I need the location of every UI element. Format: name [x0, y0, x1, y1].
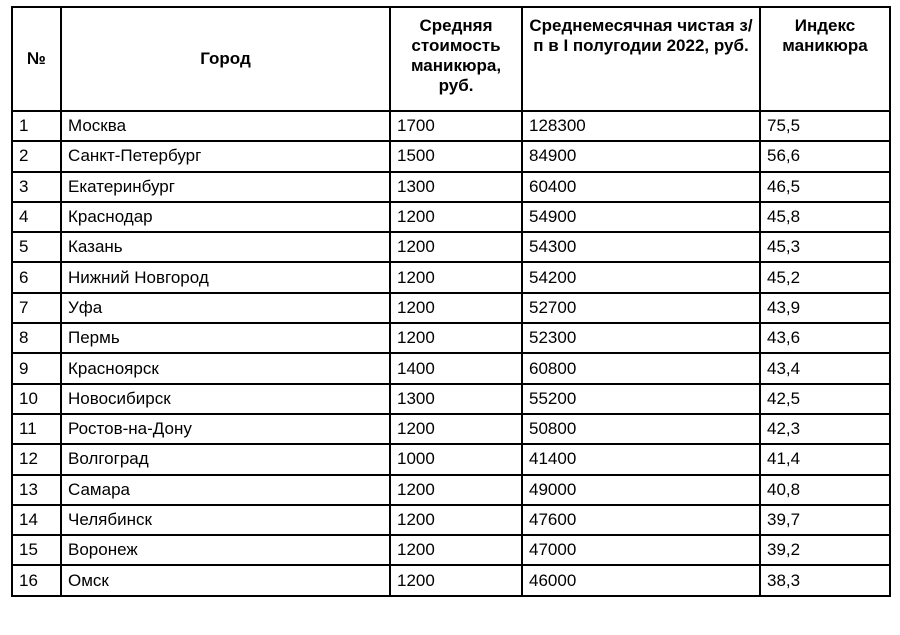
cell-manicure-index: 45,8: [760, 202, 890, 232]
cell-manicure-price: 1200: [390, 505, 522, 535]
table-row: [12, 111, 890, 141]
table-row: [12, 414, 890, 444]
cell-city: Самара: [61, 475, 390, 505]
cell-net-salary: 54200: [522, 262, 760, 292]
cell-number: 14: [12, 505, 61, 535]
cell-manicure-price: 1000: [390, 444, 522, 474]
cell-manicure-index: 42,5: [760, 384, 890, 414]
table-row: [12, 505, 890, 535]
table-row: [12, 475, 890, 505]
cell-manicure-price: 1300: [390, 172, 522, 202]
cell-manicure-index: 40,8: [760, 475, 890, 505]
cell-city: Воронеж: [61, 535, 390, 565]
cell-net-salary: 52300: [522, 323, 760, 353]
cell-net-salary: 54300: [522, 232, 760, 262]
cell-city: Челябинск: [61, 505, 390, 535]
cell-manicure-index: 56,6: [760, 141, 890, 171]
cell-net-salary: 49000: [522, 475, 760, 505]
cell-manicure-price: 1400: [390, 353, 522, 383]
header-avg-manicure-price: Средняя стоимость маникюра, руб.: [390, 7, 522, 111]
cell-manicure-index: 45,2: [760, 262, 890, 292]
cell-net-salary: 84900: [522, 141, 760, 171]
cell-city: Краснодар: [61, 202, 390, 232]
cell-manicure-price: 1200: [390, 202, 522, 232]
header-number: №: [12, 7, 61, 111]
cell-number: 2: [12, 141, 61, 171]
header-city: Город: [61, 7, 390, 111]
cell-number: 10: [12, 384, 61, 414]
cell-manicure-price: 1200: [390, 293, 522, 323]
cell-number: 9: [12, 353, 61, 383]
manicure-index-table-container: [11, 6, 891, 597]
table-row: [12, 172, 890, 202]
table-row: [12, 232, 890, 262]
cell-number: 13: [12, 475, 61, 505]
header-avg-net-salary: Среднемесячная чистая з/п в I полугодии 2022, руб.: [522, 7, 760, 111]
cell-manicure-price: 1200: [390, 232, 522, 262]
cell-manicure-index: 43,4: [760, 353, 890, 383]
cell-city: Красноярск: [61, 353, 390, 383]
cell-manicure-price: 1300: [390, 384, 522, 414]
cell-number: 7: [12, 293, 61, 323]
table-row: [12, 384, 890, 414]
cell-manicure-price: 1200: [390, 565, 522, 595]
cell-city: Уфа: [61, 293, 390, 323]
cell-net-salary: 55200: [522, 384, 760, 414]
cell-manicure-index: 41,4: [760, 444, 890, 474]
cell-manicure-price: 1200: [390, 414, 522, 444]
cell-city: Нижний Новгород: [61, 262, 390, 292]
cell-city: Волгоград: [61, 444, 390, 474]
cell-number: 6: [12, 262, 61, 292]
cell-net-salary: 60800: [522, 353, 760, 383]
table-row: [12, 565, 890, 595]
cell-manicure-index: 42,3: [760, 414, 890, 444]
cell-net-salary: 47600: [522, 505, 760, 535]
cell-net-salary: 41400: [522, 444, 760, 474]
table-row: [12, 323, 890, 353]
cell-manicure-index: 46,5: [760, 172, 890, 202]
cell-net-salary: 54900: [522, 202, 760, 232]
cell-net-salary: 47000: [522, 535, 760, 565]
cell-number: 5: [12, 232, 61, 262]
table-row: [12, 444, 890, 474]
table-header-row: [12, 7, 890, 111]
cell-manicure-price: 1200: [390, 323, 522, 353]
header-manicure-index: Индекс маникюра: [760, 7, 890, 111]
cell-manicure-index: 43,9: [760, 293, 890, 323]
cell-city: Казань: [61, 232, 390, 262]
cell-city: Екатеринбург: [61, 172, 390, 202]
table-row: [12, 141, 890, 171]
cell-manicure-index: 39,7: [760, 505, 890, 535]
cell-net-salary: 50800: [522, 414, 760, 444]
table-row: [12, 262, 890, 292]
cell-net-salary: 128300: [522, 111, 760, 141]
cell-manicure-index: 39,2: [760, 535, 890, 565]
cell-net-salary: 52700: [522, 293, 760, 323]
cell-city: Санкт-Петербург: [61, 141, 390, 171]
cell-number: 12: [12, 444, 61, 474]
cell-manicure-price: 1200: [390, 262, 522, 292]
cell-city: Омск: [61, 565, 390, 595]
cell-number: 16: [12, 565, 61, 595]
cell-city: Ростов-на-Дону: [61, 414, 390, 444]
cell-city: Новосибирск: [61, 384, 390, 414]
cell-manicure-price: 1200: [390, 535, 522, 565]
cell-manicure-price: 1500: [390, 141, 522, 171]
table-row: [12, 293, 890, 323]
table-row: [12, 535, 890, 565]
cell-net-salary: 46000: [522, 565, 760, 595]
cell-number: 8: [12, 323, 61, 353]
cell-manicure-index: 45,3: [760, 232, 890, 262]
cell-manicure-price: 1200: [390, 475, 522, 505]
cell-number: 1: [12, 111, 61, 141]
manicure-index-table: [11, 6, 891, 597]
cell-manicure-index: 38,3: [760, 565, 890, 595]
cell-manicure-index: 75,5: [760, 111, 890, 141]
table-row: [12, 353, 890, 383]
cell-manicure-price: 1700: [390, 111, 522, 141]
cell-city: Пермь: [61, 323, 390, 353]
cell-number: 4: [12, 202, 61, 232]
cell-number: 3: [12, 172, 61, 202]
table-body: [12, 111, 890, 596]
cell-number: 15: [12, 535, 61, 565]
cell-number: 11: [12, 414, 61, 444]
cell-city: Москва: [61, 111, 390, 141]
cell-net-salary: 60400: [522, 172, 760, 202]
cell-manicure-index: 43,6: [760, 323, 890, 353]
table-row: [12, 202, 890, 232]
